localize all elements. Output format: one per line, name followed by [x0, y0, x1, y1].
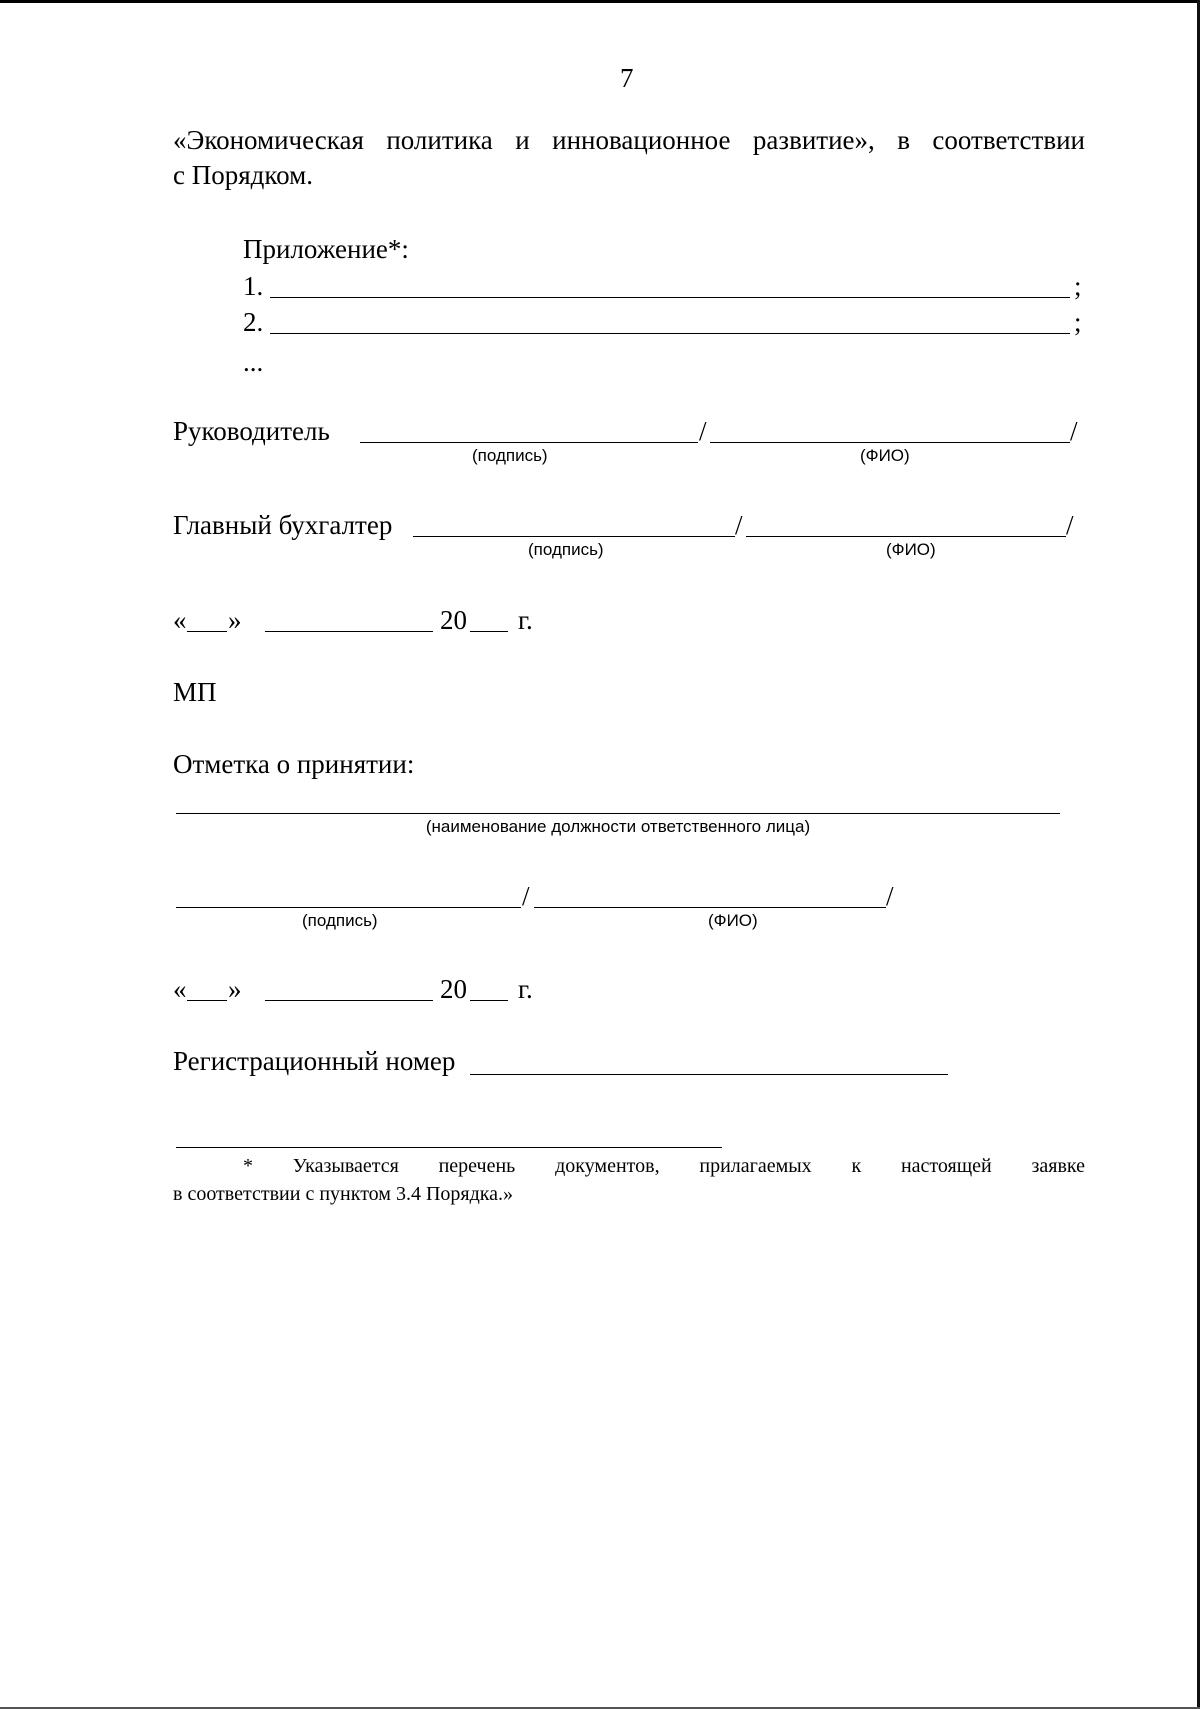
intro-line-1: «Экономическая политика и инновационное развитие», в соответствии: [173, 125, 1085, 155]
footnote-line-2: в соответствии с пунктом 3.4 Порядка.»: [173, 1183, 514, 1205]
acceptance-signature-caption: (подпись): [302, 911, 378, 930]
attachment-1-number: 1.: [243, 271, 264, 301]
date-1-century: 20: [440, 605, 467, 635]
date-2-day-line[interactable]: [187, 1000, 227, 1001]
date-2-year-line[interactable]: [470, 1000, 508, 1001]
date-2-century: 20: [440, 974, 467, 1004]
stamp-label: МП: [173, 677, 217, 707]
date-2-year-suffix: г.: [518, 974, 533, 1004]
date-1-year-suffix: г.: [518, 605, 533, 635]
attachment-2-end: ;: [1074, 307, 1082, 337]
footnote-line-1: * Указывается перечень документов, прилагаемых к настоящей заявке: [243, 1155, 1085, 1177]
date-2-open-quote: «: [173, 974, 187, 1004]
acceptance-name-caption: (ФИО): [708, 911, 758, 930]
accountant-signature-caption: (подпись): [528, 540, 604, 559]
accountant-name-line[interactable]: [746, 536, 1066, 537]
attachments-ellipsis: ...: [243, 347, 264, 377]
scan-edge-top: [0, 0, 1200, 3]
acceptance-name-line[interactable]: [534, 907, 886, 908]
attachment-1-line[interactable]: [270, 297, 1070, 298]
attachment-2-line[interactable]: [270, 333, 1070, 334]
acceptance-separator-2: /: [886, 881, 894, 911]
registration-label: Регистрационный номер: [173, 1046, 456, 1076]
attachments-heading: Приложение*:: [243, 234, 409, 264]
head-signature-line[interactable]: [360, 442, 698, 443]
accountant-separator-2: /: [1066, 510, 1074, 540]
head-name-caption: (ФИО): [860, 446, 910, 465]
accountant-signature-line[interactable]: [413, 536, 735, 537]
acceptance-separator-1: /: [522, 881, 530, 911]
date-1-close-quote: »: [228, 605, 242, 635]
acceptance-label: Отметка о принятии:: [173, 749, 415, 779]
acceptance-signature-line[interactable]: [176, 907, 521, 908]
attachment-2-number: 2.: [243, 307, 264, 337]
head-separator-1: /: [699, 416, 707, 446]
accountant-separator-1: /: [735, 510, 743, 540]
date-1-year-line[interactable]: [470, 631, 508, 632]
head-label: Руководитель: [173, 416, 330, 446]
date-1-day-line[interactable]: [187, 631, 227, 632]
date-2-month-line[interactable]: [265, 1000, 433, 1001]
head-signature-caption: (подпись): [472, 446, 548, 465]
page-number: 7: [620, 63, 634, 93]
accountant-label: Главный бухгалтер: [173, 510, 393, 540]
intro-line-2: с Порядком.: [173, 160, 313, 190]
date-2-close-quote: »: [228, 974, 242, 1004]
acceptance-position-caption: (наименование должности ответственного лица): [425, 817, 811, 836]
footnote-separator: [176, 1147, 722, 1148]
registration-number-line[interactable]: [470, 1074, 948, 1075]
head-separator-2: /: [1070, 416, 1078, 446]
accountant-name-caption: (ФИО): [886, 540, 936, 559]
acceptance-position-line[interactable]: [176, 813, 1060, 814]
date-1-month-line[interactable]: [265, 631, 433, 632]
date-1-open-quote: «: [173, 605, 187, 635]
attachment-1-end: ;: [1074, 271, 1082, 301]
head-name-line[interactable]: [710, 442, 1070, 443]
